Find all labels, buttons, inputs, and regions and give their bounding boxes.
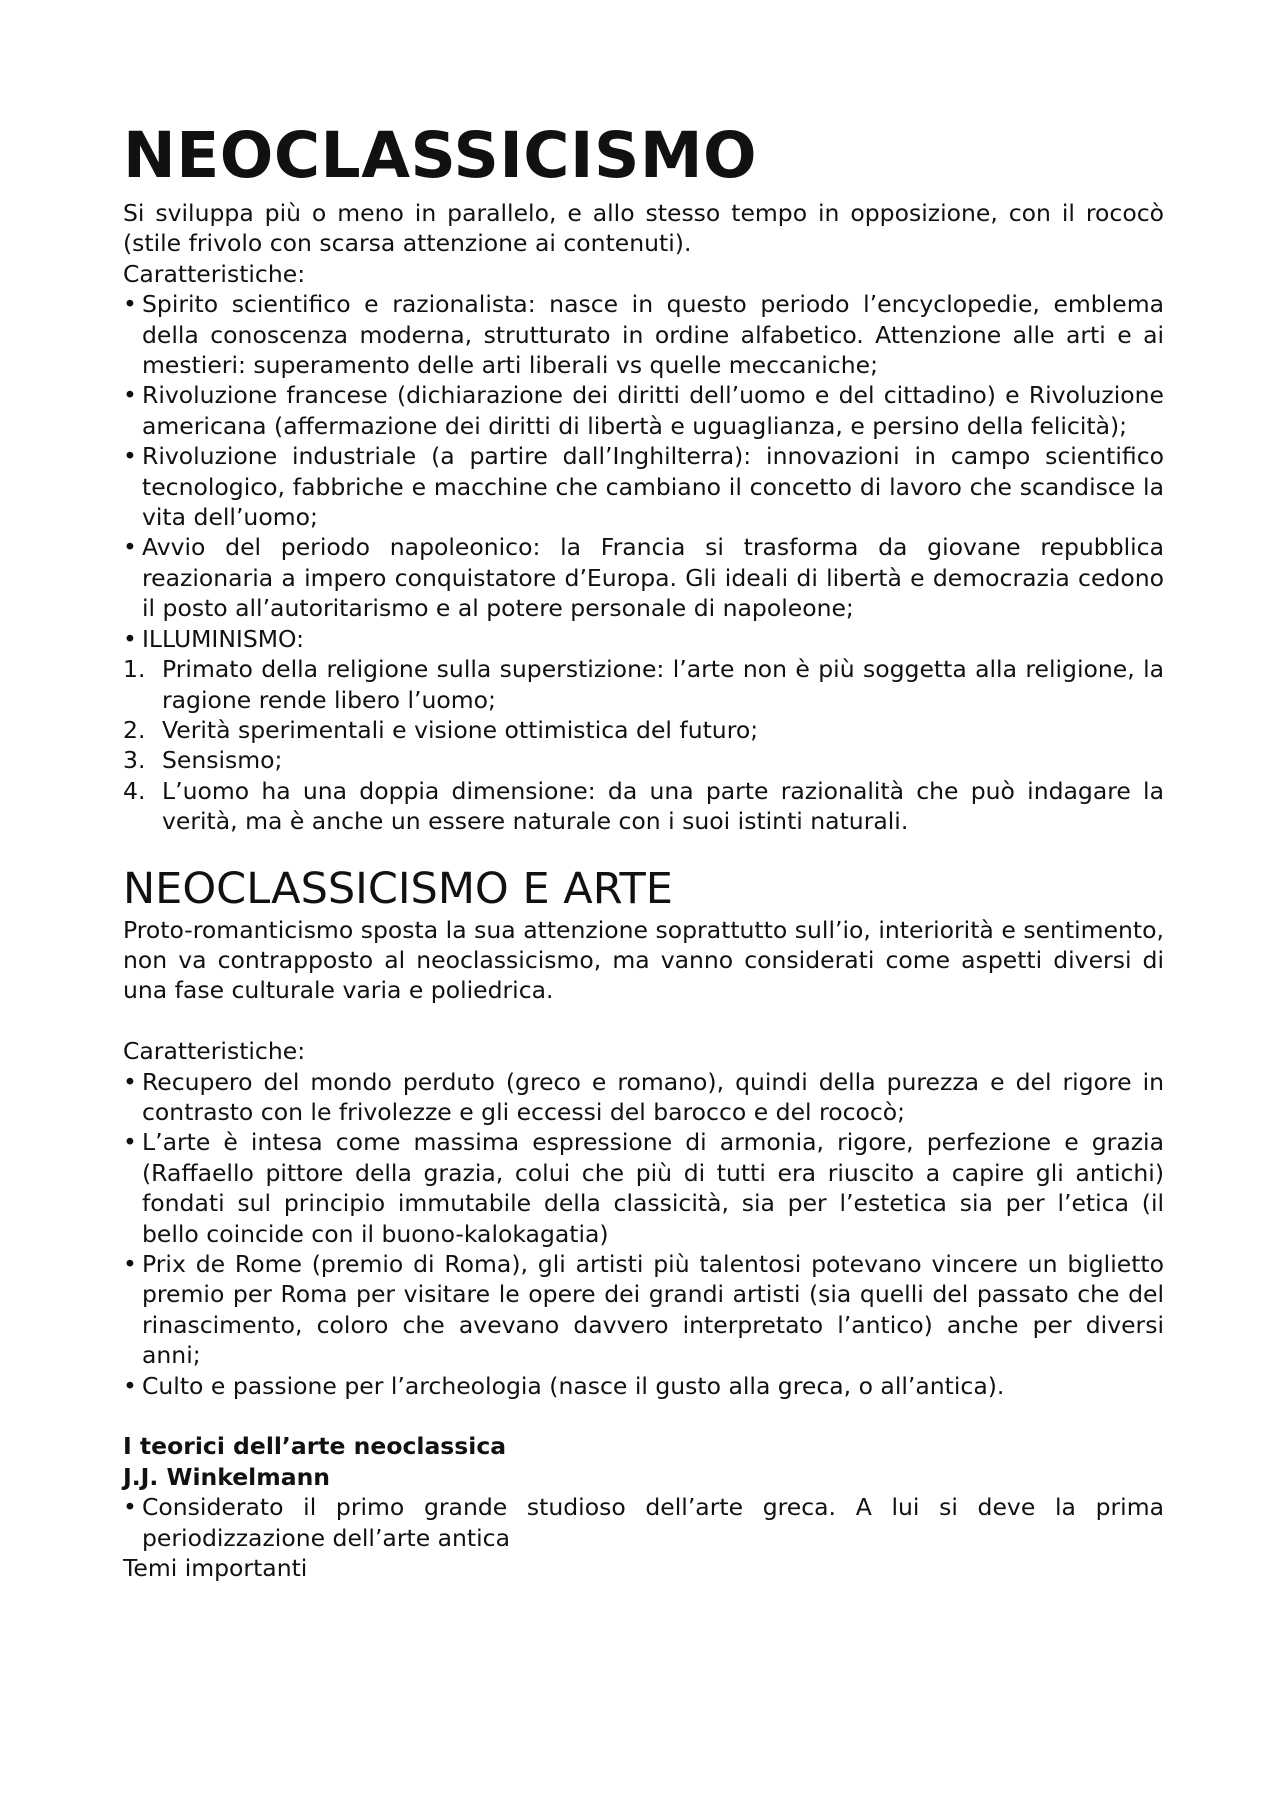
- item-number: 2.: [123, 715, 146, 744]
- features-list: [123, 289, 1164, 654]
- item-text: Sensismo;: [162, 746, 283, 775]
- numbered-item: [123, 654, 1164, 715]
- item-number: 4.: [123, 776, 146, 805]
- item-text: Verità sperimentali e visione ottimistica del futuro;: [162, 715, 759, 744]
- numbered-item: [123, 715, 1164, 745]
- list-item: • Avvio del periodo napoleonico: la Francia si trasforma da giovane repubblica reazionaria a impero conquistatore d’Europa. Gli ideali di libertà e democrazia cedono il posto all’autoritarismo e al potere personale di napoleone;: [123, 532, 1164, 623]
- list-item: • Rivoluzione francese (dichiarazione dei diritti dell’uomo e del cittadino) e Rivoluzione americana (affermazione dei diritti di libertà e uguaglianza, e persino della felicità);: [123, 380, 1164, 441]
- spacer: [123, 1006, 1164, 1036]
- list-item: • Recupero del mondo perduto (greco e romano), quindi della purezza e del rigore in contrasto con le frivolezze e gli eccessi del barocco e del rococò;: [123, 1067, 1164, 1128]
- numbered-item: [123, 776, 1164, 837]
- item-text: L’uomo ha una doppia dimensione: da una parte razionalità che può indagare la verità, ma è anche un essere naturale con i suoi istinti naturali.: [162, 776, 1164, 836]
- intro-paragraph: Si sviluppa più o meno in parallelo, e allo stesso tempo in opposizione, con il rococò (stile frivolo con scarsa attenzione ai contenuti).: [123, 199, 1164, 258]
- item-text: Primato della religione sulla superstizione: l’arte non è più soggetta alla religione, la ragione rende libero l’uomo;: [162, 655, 1164, 714]
- list-item: • ILLUMINISMO:: [123, 624, 1164, 654]
- item-number: 3.: [123, 746, 146, 775]
- illuminismo-list: [123, 654, 1164, 836]
- themes-label: Temi importanti: [123, 1554, 308, 1583]
- features-label: Caratteristiche:: [123, 1037, 306, 1066]
- section-intro: Proto-romanticismo sposta la sua attenzione soprattutto sull’io, interiorità e sentimento, non va contrapposto al neoclassicismo, ma vanno considerati come aspetti diversi di una fase culturale varia e poliedrica.: [123, 915, 1164, 1005]
- winkelmann-list: [123, 1492, 1164, 1553]
- list-item: • Spirito scientifico e razionalista: nasce in questo periodo l’encyclopedie, emblema della conoscenza moderna, strutturato in ordine alfabetico. Attenzione alle arti e ai mestieri: superamento delle arti liberali vs quelle meccaniche;: [123, 289, 1164, 380]
- item-number: 1.: [123, 655, 146, 684]
- list-item: • Rivoluzione industriale (a partire dall’Inghilterra): innovazioni in campo scientifico tecnologico, fabbriche e macchine che cambiano il concetto di lavoro che scandisce la vita dell’uomo;: [123, 441, 1164, 532]
- art-features-list: [123, 1067, 1164, 1401]
- features-label: Caratteristiche:: [123, 259, 306, 288]
- list-item: • Considerato il primo grande studioso dell’arte greca. A lui si deve la prima periodizzazione dell’arte antica: [123, 1492, 1164, 1553]
- page-title: NEOCLASSICISMO: [123, 119, 758, 192]
- winkelmann-heading: J.J. Winkelmann: [123, 1462, 331, 1491]
- numbered-item: [123, 745, 1164, 775]
- list-item: • Prix de Rome (premio di Roma), gli artisti più talentosi potevano vincere un biglietto premio per Roma per visitare le opere dei grandi artisti (sia quelli del passato che del rinascimento, coloro che avevano davvero interpretato l’antico) anche per diversi anni;: [123, 1249, 1164, 1371]
- section-title: NEOCLASSICISMO E ARTE: [123, 863, 673, 914]
- theorists-heading: I teorici dell’arte neoclassica: [123, 1432, 507, 1461]
- list-item: • Culto e passione per l’archeologia (nasce il gusto alla greca, o all’antica).: [123, 1371, 1164, 1401]
- spacer: [123, 1401, 1164, 1431]
- list-item: • L’arte è intesa come massima espressione di armonia, rigore, perfezione e grazia (Raffaello pittore della grazia, colui che più di tutti era riuscito a capire gli antichi) fondati sul principio immutabile della classicità, sia per l’estetica sia per l’etica (il bello coincide con il buono-kalokagatia): [123, 1127, 1164, 1249]
- document-page: [123, 118, 1164, 1583]
